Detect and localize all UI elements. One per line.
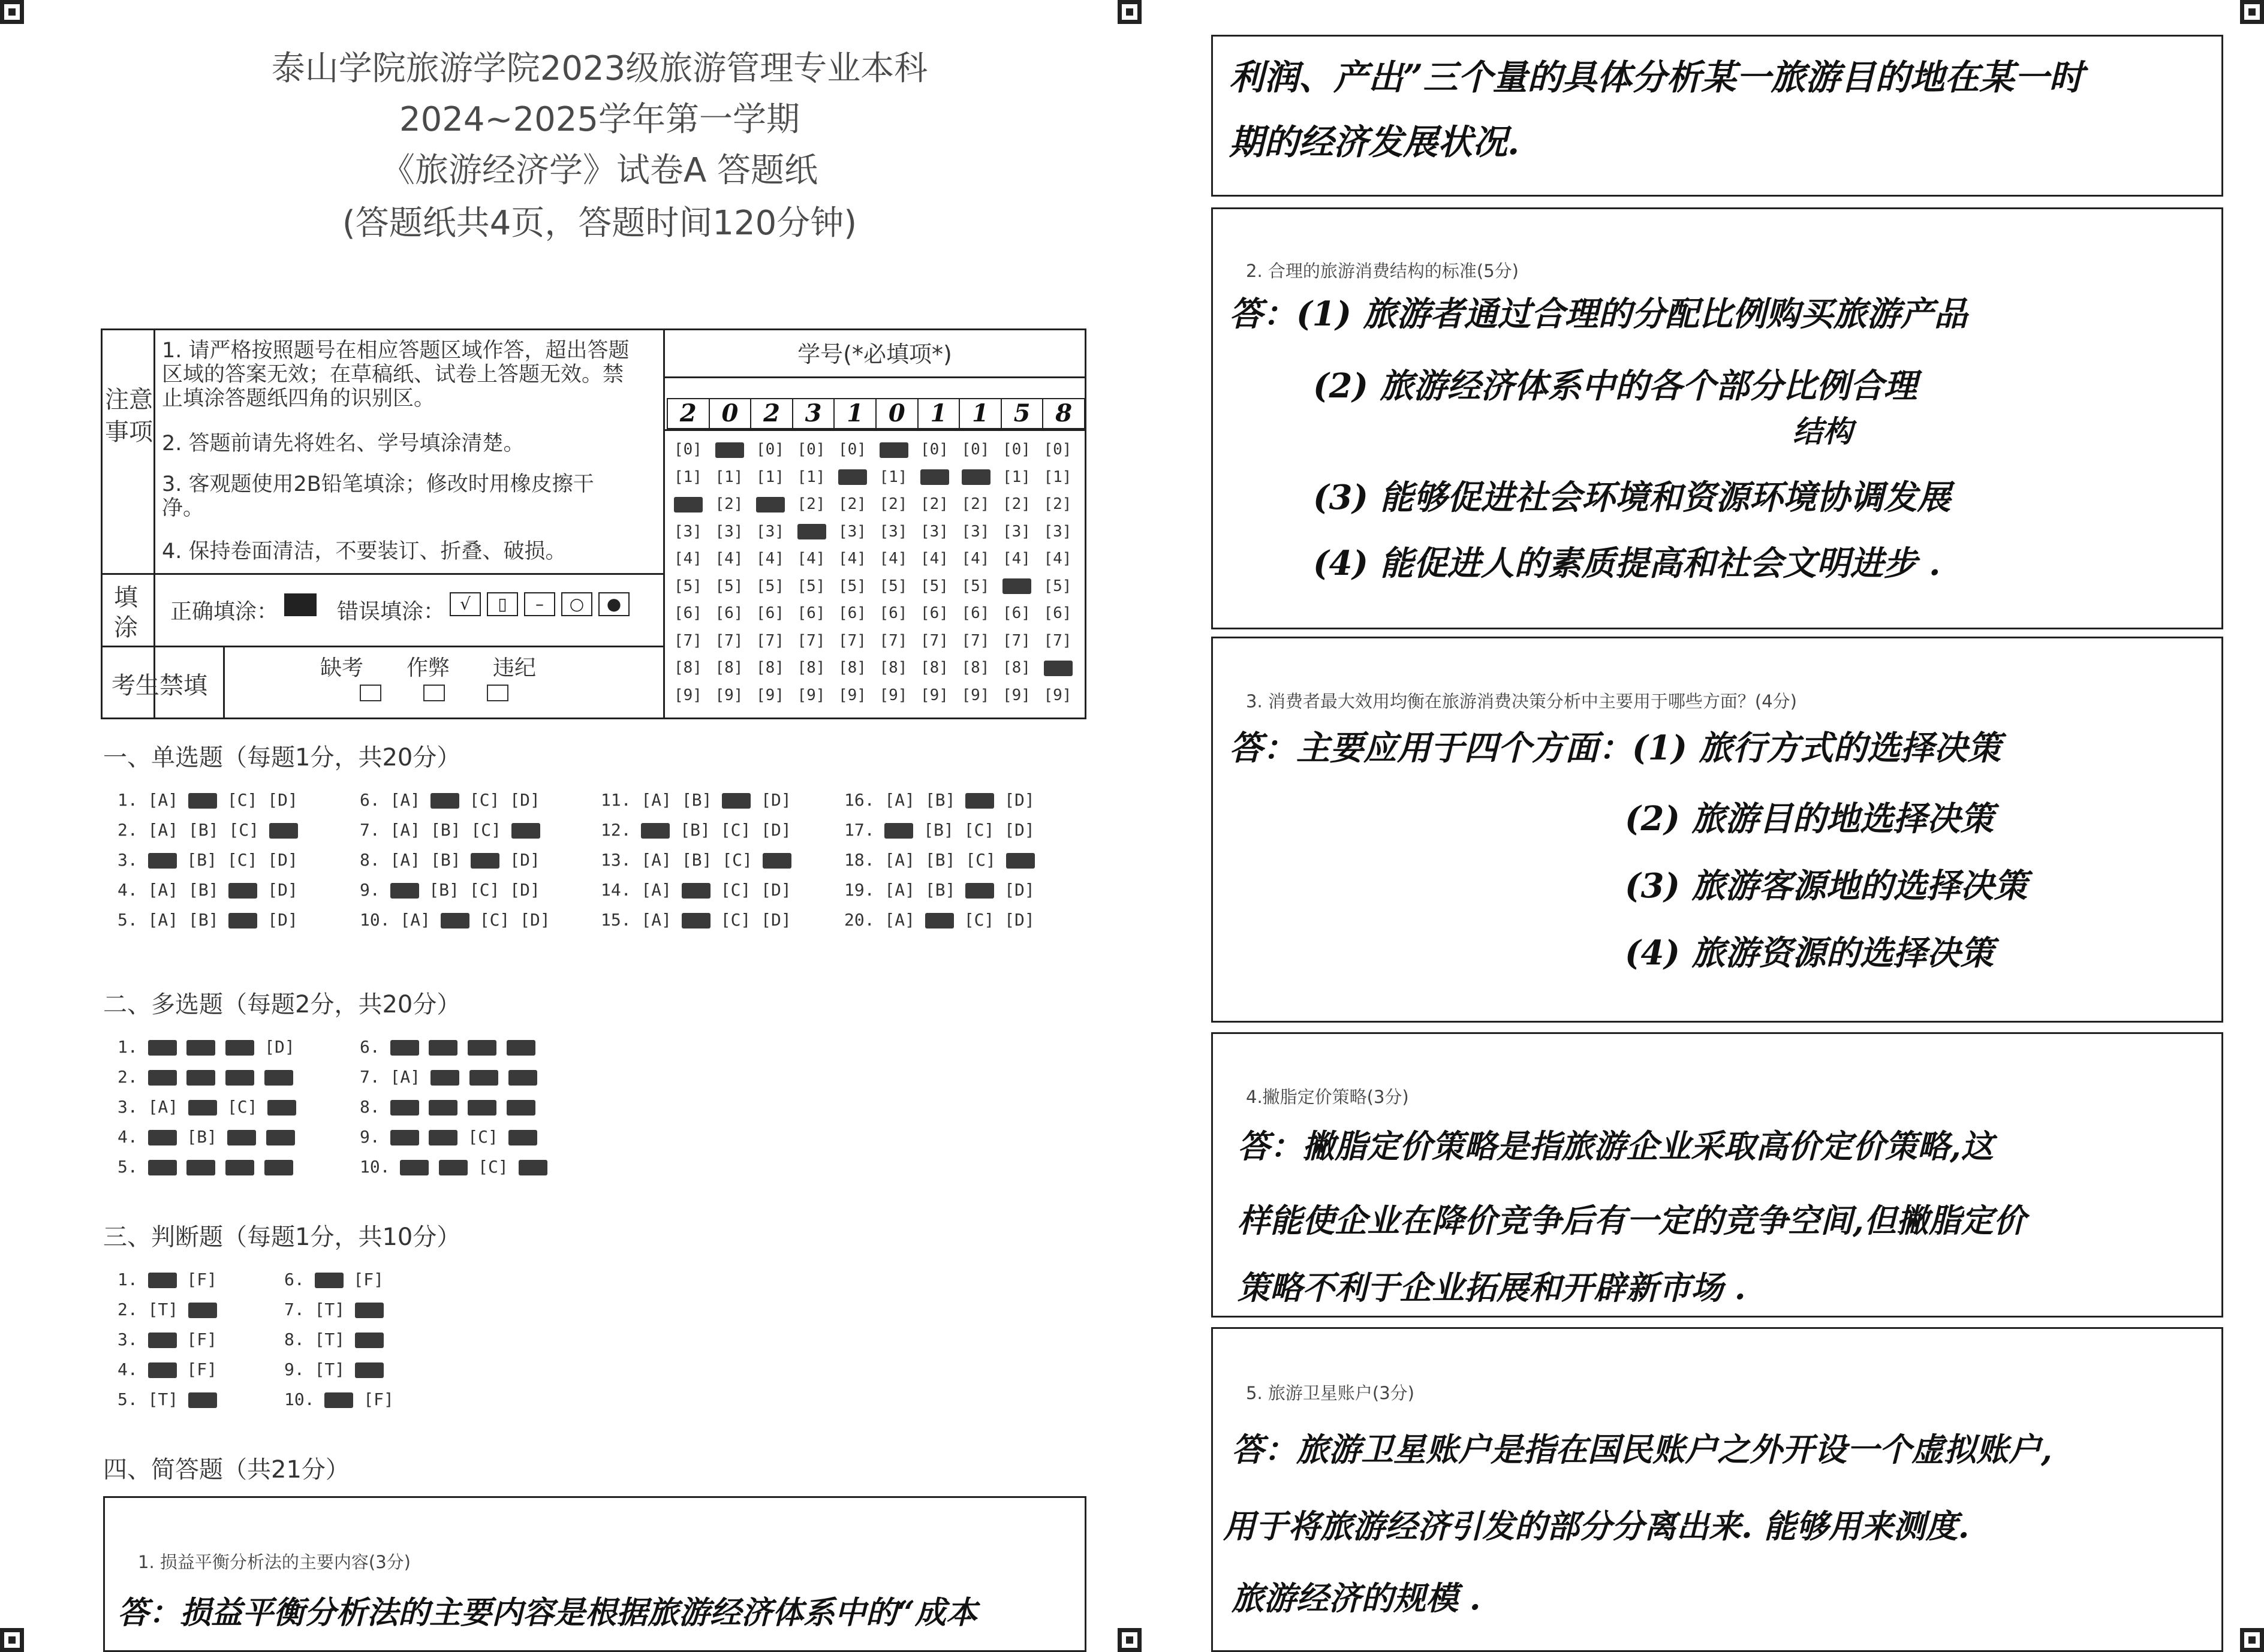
student-id-bubble[interactable]: [0] bbox=[920, 441, 949, 459]
student-id-bubble[interactable]: [8] bbox=[674, 659, 702, 677]
filled-bubble bbox=[225, 1070, 254, 1086]
q1-title: 1. 损益平衡分析法的主要内容(3分) bbox=[138, 1552, 411, 1572]
student-id-bubble[interactable]: [3] bbox=[715, 522, 743, 541]
multi-choice-row[interactable]: 1. [D] bbox=[118, 1037, 295, 1057]
q3-answer-line2: (2) 旅游目的地选择决策 bbox=[1625, 799, 1994, 839]
filled-bubble bbox=[439, 1160, 468, 1175]
single-choice-row[interactable]: 2. [A] [B] [C] bbox=[118, 820, 298, 840]
q5-title: 5. 旅游卫星账户(3分) bbox=[1246, 1383, 1414, 1403]
student-id-bubble[interactable]: [0] bbox=[797, 441, 826, 459]
student-id-bubble[interactable]: [2] bbox=[838, 495, 866, 513]
filled-bubble bbox=[430, 1070, 459, 1086]
filled-bubble bbox=[390, 1130, 419, 1145]
student-id-bubble[interactable]: [4] bbox=[674, 550, 702, 568]
multi-choice-row[interactable]: 2. bbox=[118, 1067, 293, 1087]
multi-choice-row[interactable]: 8. bbox=[360, 1097, 535, 1117]
student-id-bubble[interactable]: [4] bbox=[879, 550, 908, 568]
student-id-bubble[interactable]: [4] bbox=[961, 550, 990, 568]
single-choice-row[interactable]: 18. [A] [B] [C] bbox=[844, 850, 1035, 870]
student-id-bubble[interactable]: [9] bbox=[961, 686, 990, 704]
filled-bubble bbox=[722, 793, 751, 809]
q2-title: 2. 合理的旅游消费结构的标准(5分) bbox=[1246, 261, 1519, 281]
filled-bubble bbox=[228, 883, 257, 899]
single-choice-row[interactable]: 8. [A] [B] [D] bbox=[360, 850, 540, 870]
student-id-bubble[interactable]: [9] bbox=[797, 686, 826, 704]
student-id-bubble[interactable]: [2] bbox=[879, 495, 908, 513]
student-id-bubble[interactable]: [7] bbox=[756, 631, 784, 650]
filled-bubble bbox=[962, 469, 990, 485]
student-id-bubble[interactable]: [5] bbox=[1043, 577, 1072, 595]
corner-marker-bottom-left bbox=[0, 1628, 24, 1652]
student-id-bubble[interactable]: [1] bbox=[797, 468, 826, 486]
q3-answer-line1: 答：主要应用于四个方面：(1) 旅行方式的选择决策 bbox=[1229, 728, 2001, 768]
filled-bubble bbox=[188, 1392, 217, 1408]
single-choice-row[interactable]: 14. [A] [C] [D] bbox=[601, 880, 791, 900]
student-id-bubble[interactable]: [1] bbox=[674, 468, 702, 486]
student-id-bubble[interactable]: [6] bbox=[715, 604, 743, 622]
corner-marker-top-right bbox=[2240, 0, 2264, 24]
true-false-row[interactable]: 10. [F] bbox=[284, 1389, 394, 1409]
student-id-bubble[interactable]: [1] bbox=[1002, 468, 1031, 486]
student-id-bubble[interactable]: [7] bbox=[1002, 631, 1031, 650]
student-id-bubble[interactable]: [8] bbox=[756, 659, 784, 677]
section2-title: 二、多选题（每题2分，共20分） bbox=[103, 991, 461, 1018]
multi-choice-row[interactable]: 7. [A] bbox=[360, 1067, 537, 1087]
student-id-bubble[interactable]: [1] bbox=[1043, 468, 1072, 486]
filled-bubble bbox=[715, 442, 744, 458]
single-choice-row[interactable]: 9. [B] [C] [D] bbox=[360, 880, 540, 900]
student-id-bubble[interactable]: [4] bbox=[1002, 550, 1031, 568]
filled-bubble bbox=[1044, 661, 1073, 676]
q4-title: 4.撇脂定价策略(3分) bbox=[1246, 1087, 1409, 1107]
q1-answer: 答：损益平衡分析法的主要内容是根据旅游经济体系中的“成本 bbox=[118, 1594, 977, 1631]
student-id-bubble[interactable]: [0] bbox=[838, 441, 866, 459]
single-choice-row[interactable]: 7. [A] [B] [C] bbox=[360, 820, 540, 840]
q3-answer-line3: (3) 旅游客源地的选择决策 bbox=[1625, 866, 2028, 906]
filled-bubble bbox=[186, 1160, 215, 1175]
q4-answer-line1: 答：撇脂定价策略是指旅游企业采取高价定价策略,这 bbox=[1238, 1127, 1994, 1165]
student-id-bubble[interactable]: [3] bbox=[920, 522, 949, 541]
single-choice-row[interactable]: 12. [B] [C] [D] bbox=[601, 820, 791, 840]
q2-answer-line2: (2) 旅游经济体系中的各个部分比例合理 bbox=[1313, 366, 1917, 406]
student-id-bubble[interactable]: [7] bbox=[1043, 631, 1072, 650]
filled-bubble bbox=[267, 1100, 296, 1116]
single-choice-row[interactable]: 16. [A] [B] [D] bbox=[844, 790, 1035, 810]
student-id-bubble[interactable]: [6] bbox=[879, 604, 908, 622]
student-id-bubble[interactable]: [6] bbox=[1002, 604, 1031, 622]
student-id-bubble[interactable]: [9] bbox=[715, 686, 743, 704]
student-id-bubble[interactable] bbox=[880, 436, 908, 464]
student-id-bubble[interactable]: [4] bbox=[715, 550, 743, 568]
student-id-column[interactable] bbox=[674, 436, 703, 709]
student-id-column[interactable] bbox=[715, 436, 744, 709]
student-id-bubble[interactable]: [6] bbox=[797, 604, 826, 622]
filled-bubble bbox=[355, 1362, 384, 1378]
filled-bubble bbox=[188, 1303, 217, 1318]
student-id-column[interactable] bbox=[1044, 436, 1073, 709]
student-id-bubble[interactable] bbox=[920, 464, 949, 492]
cheat-checkbox[interactable] bbox=[423, 685, 445, 701]
true-false-row[interactable]: 1. [F] bbox=[118, 1270, 218, 1289]
filled-bubble bbox=[756, 497, 785, 513]
student-id-bubble[interactable]: [3] bbox=[674, 522, 702, 541]
notice-item-1: 1. 请严格按照题号在相应答题区域作答，超出答题区域的答案无效；在草稿纸、试卷上答题无效。禁止填涂答题纸四角的识别区。 bbox=[162, 339, 630, 411]
student-id-bubble[interactable]: [3] bbox=[756, 522, 784, 541]
student-id-bubble[interactable]: [9] bbox=[674, 686, 702, 704]
filled-bubble bbox=[965, 793, 994, 809]
filled-bubble bbox=[920, 469, 949, 485]
student-id-bubble[interactable]: [4] bbox=[838, 550, 866, 568]
q2-answer-line3: (3) 能够促进社会环境和资源环境协调发展 bbox=[1313, 478, 1951, 517]
filled-bubble bbox=[188, 1100, 217, 1116]
single-choice-row[interactable]: 13. [A] [B] [C] bbox=[601, 850, 791, 870]
corner-marker-bottom-center bbox=[1118, 1628, 1142, 1652]
student-id-column[interactable] bbox=[756, 436, 785, 709]
filled-bubble bbox=[511, 823, 540, 839]
student-id-bubble[interactable] bbox=[1002, 573, 1031, 601]
exam-header-line3: 《旅游经济学》试卷A 答题纸 bbox=[381, 151, 818, 190]
filled-bubble bbox=[355, 1333, 384, 1348]
student-id-bubble[interactable]: [1] bbox=[715, 468, 743, 486]
filled-bubble bbox=[225, 1160, 254, 1175]
cheat-label: 作弊 bbox=[407, 656, 450, 680]
student-id-bubble[interactable]: [7] bbox=[715, 631, 743, 650]
multi-choice-row[interactable]: 4. [B] bbox=[118, 1127, 295, 1147]
filled-bubble bbox=[148, 1160, 177, 1175]
section1-title: 一、单选题（每题1分，共20分） bbox=[103, 744, 461, 771]
student-id-bubble[interactable]: [5] bbox=[961, 577, 990, 595]
filled-bubble bbox=[471, 853, 499, 869]
student-id-bubble[interactable]: [4] bbox=[756, 550, 784, 568]
filled-bubble bbox=[148, 1333, 177, 1348]
corner-marker-top-left bbox=[0, 0, 24, 24]
student-id-bubble[interactable]: [5] bbox=[879, 577, 908, 595]
q4-answer-line2: 样能使企业在降价竞争后有一定的竞争空间,但撇脂定价 bbox=[1238, 1201, 2026, 1240]
filled-bubble bbox=[390, 1100, 419, 1116]
filled-bubble bbox=[508, 1070, 537, 1086]
student-id-bubble[interactable]: [6] bbox=[838, 604, 866, 622]
filled-bubble bbox=[264, 1070, 293, 1086]
multi-choice-row[interactable]: 10. [C] bbox=[360, 1157, 547, 1177]
single-choice-row[interactable]: 10. [A] [C] [D] bbox=[360, 910, 550, 930]
notice-item-4: 4. 保持卷面清洁，不要装订、折叠、破损。 bbox=[162, 539, 567, 563]
single-choice-row[interactable]: 15. [A] [C] [D] bbox=[601, 910, 791, 930]
filled-bubble bbox=[430, 793, 459, 809]
student-id-bubble[interactable]: [5] bbox=[674, 577, 702, 595]
filled-bubble bbox=[674, 497, 703, 513]
student-id-bubble[interactable]: [4] bbox=[1043, 550, 1072, 568]
filled-bubble bbox=[227, 1130, 256, 1145]
student-id-bubble[interactable]: [1] bbox=[756, 468, 784, 486]
q3-answer-line4: (4) 旅游资源的选择决策 bbox=[1625, 933, 1994, 973]
q5-answer-line2: 用于将旅游经济引发的部分分离出来. 能够用来测度. bbox=[1223, 1507, 1970, 1545]
student-id-bubble[interactable]: [3] bbox=[1043, 522, 1072, 541]
exam-header-line1: 泰山学院旅游学院2023级旅游管理专业本科 bbox=[271, 49, 928, 88]
student-id-bubble[interactable]: [7] bbox=[674, 631, 702, 650]
true-false-row[interactable]: 3. [F] bbox=[118, 1330, 218, 1349]
student-id-bubble[interactable]: [2] bbox=[961, 495, 990, 513]
student-id-bubble[interactable]: [9] bbox=[838, 686, 866, 704]
section4-title: 四、简答题（共21分） bbox=[103, 1456, 350, 1484]
student-id-bubble[interactable]: [5] bbox=[920, 577, 949, 595]
student-id-bubble[interactable]: [8] bbox=[961, 659, 990, 677]
true-false-row[interactable]: 2. [T] bbox=[118, 1300, 217, 1319]
student-id-bubble[interactable]: [9] bbox=[1002, 686, 1031, 704]
student-id-bubble[interactable]: [6] bbox=[920, 604, 949, 622]
student-id-bubble[interactable]: [8] bbox=[797, 659, 826, 677]
single-choice-row[interactable]: 3. [B] [C] [D] bbox=[118, 850, 298, 870]
student-id-bubble[interactable]: [3] bbox=[961, 522, 990, 541]
single-choice-row[interactable]: 19. [A] [B] [D] bbox=[844, 880, 1035, 900]
student-id-bubble[interactable]: [7] bbox=[961, 631, 990, 650]
student-id-bubble[interactable]: [9] bbox=[1043, 686, 1072, 704]
corner-marker-top-center bbox=[1118, 0, 1142, 24]
single-choice-row[interactable]: 4. [A] [B] [D] bbox=[118, 880, 298, 900]
continuation-line2: 期的经济发展状况. bbox=[1229, 122, 1520, 162]
wrong-fill-label: 错误填涂： bbox=[337, 599, 445, 624]
student-id-bubble[interactable]: [7] bbox=[920, 631, 949, 650]
filled-bubble bbox=[148, 1040, 177, 1056]
true-false-row[interactable]: 8. [T] bbox=[284, 1330, 384, 1349]
filled-bubble bbox=[269, 823, 298, 839]
student-id-bubble[interactable]: [7] bbox=[797, 631, 826, 650]
student-id-bubble[interactable]: [4] bbox=[797, 550, 826, 568]
filled-bubble bbox=[508, 1130, 537, 1145]
student-id-column[interactable] bbox=[880, 436, 908, 709]
absent-label: 缺考 bbox=[320, 656, 364, 680]
true-false-row[interactable]: 4. [F] bbox=[118, 1359, 218, 1379]
student-id-bubble[interactable]: [9] bbox=[879, 686, 908, 704]
q4-answer-line3: 策略不利于企业拓展和开辟新市场 . bbox=[1238, 1268, 1746, 1307]
student-id-bubble[interactable]: [1] bbox=[879, 468, 908, 486]
filled-bubble bbox=[148, 1273, 177, 1288]
filled-bubble bbox=[429, 1130, 457, 1145]
filled-bubble bbox=[266, 1130, 295, 1145]
single-choice-row[interactable]: 20. [A] [C] [D] bbox=[844, 910, 1035, 930]
student-id-column[interactable] bbox=[797, 436, 826, 709]
continuation-line1: 利润、产出”三个量的具体分析某一旅游目的地在某一时 bbox=[1229, 57, 2084, 98]
student-id-bubble[interactable]: [5] bbox=[715, 577, 743, 595]
filled-bubble bbox=[390, 1040, 419, 1056]
notice-item-3: 3. 客观题使用2B铅笔填涂；修改时用橡皮擦干净。 bbox=[162, 472, 594, 520]
filled-bubble bbox=[225, 1040, 254, 1056]
filled-bubble bbox=[148, 1070, 177, 1086]
filled-bubble bbox=[1002, 578, 1031, 594]
q2-answer-line1: 答：(1) 旅游者通过合理的分配比例购买旅游产品 bbox=[1229, 294, 1968, 334]
true-false-row[interactable]: 5. [T] bbox=[118, 1389, 217, 1409]
single-choice-row[interactable]: 11. [A] [B] [D] bbox=[601, 790, 791, 810]
filled-bubble bbox=[441, 913, 469, 929]
filled-bubble bbox=[148, 1362, 177, 1378]
notice-label: 注意事项 bbox=[105, 386, 153, 446]
student-id-bubble[interactable]: [8] bbox=[838, 659, 866, 677]
q5-answer-line3: 旅游经济的规模 . bbox=[1232, 1579, 1481, 1617]
student-id-bubble[interactable]: [3] bbox=[1002, 522, 1031, 541]
single-choice-row[interactable]: 5. [A] [B] [D] bbox=[118, 910, 298, 930]
student-id-column[interactable] bbox=[920, 436, 949, 709]
filled-bubble bbox=[1006, 853, 1035, 869]
student-id-bubble[interactable]: [0] bbox=[674, 441, 702, 459]
student-id-bubble[interactable] bbox=[838, 464, 867, 492]
multi-choice-row[interactable]: 5. bbox=[118, 1157, 293, 1177]
filled-bubble bbox=[429, 1100, 457, 1116]
filled-bubble bbox=[880, 442, 908, 458]
filled-bubble bbox=[148, 853, 177, 869]
filled-bubble bbox=[965, 883, 994, 899]
filled-bubble bbox=[507, 1040, 535, 1056]
correct-fill-label: 正确填涂： bbox=[170, 599, 279, 624]
filled-bubble bbox=[763, 853, 791, 869]
student-id-bubble[interactable]: [0] bbox=[961, 441, 990, 459]
student-id-column[interactable] bbox=[838, 436, 867, 709]
filled-bubble bbox=[188, 793, 217, 809]
multi-choice-row[interactable]: 9. [C] bbox=[360, 1127, 537, 1147]
student-id-bubble[interactable]: [2] bbox=[797, 495, 826, 513]
single-choice-row[interactable]: 1. [A] [C] [D] bbox=[118, 790, 298, 810]
corner-marker-bottom-right bbox=[2240, 1628, 2264, 1652]
q5-answer-line1: 答：旅游卫星账户是指在国民账户之外开设一个虚拟账户, bbox=[1232, 1430, 2052, 1469]
student-id-bubble[interactable]: [5] bbox=[797, 577, 826, 595]
q2-answer-line4: (4) 能促进人的素质提高和社会文明进步 . bbox=[1313, 544, 1941, 583]
student-id-bubble[interactable]: [3] bbox=[879, 522, 908, 541]
student-id-bubble[interactable]: [9] bbox=[920, 686, 949, 704]
violation-checkbox[interactable] bbox=[487, 685, 508, 701]
student-id-handwritten: 2 0 2 3 1 0 1 1 5 8 bbox=[667, 398, 1085, 429]
student-id-bubble[interactable]: [6] bbox=[961, 604, 990, 622]
notice-item-2: 2. 答题前请先将姓名、学号填涂清楚。 bbox=[162, 432, 525, 456]
student-id-column[interactable] bbox=[962, 436, 990, 709]
filled-bubble bbox=[682, 883, 710, 899]
student-id-bubble[interactable]: [2] bbox=[1002, 495, 1031, 513]
student-id-bubble[interactable] bbox=[715, 436, 744, 464]
student-id-bubble[interactable]: [8] bbox=[879, 659, 908, 677]
filled-bubble bbox=[468, 1040, 496, 1056]
filled-bubble bbox=[186, 1040, 215, 1056]
student-id-bubble[interactable]: [0] bbox=[1002, 441, 1031, 459]
multi-choice-row[interactable]: 6. bbox=[360, 1037, 535, 1057]
fill-label: 填涂 bbox=[114, 584, 138, 641]
student-id-bubble[interactable]: [5] bbox=[756, 577, 784, 595]
student-id-bubble[interactable] bbox=[797, 518, 826, 546]
student-id-label: 学号(*必填项*) bbox=[797, 341, 952, 367]
student-id-bubble[interactable]: [7] bbox=[838, 631, 866, 650]
student-id-bubble[interactable]: [8] bbox=[920, 659, 949, 677]
filled-bubble bbox=[400, 1160, 429, 1175]
student-id-bubble[interactable]: [8] bbox=[715, 659, 743, 677]
student-id-bubble[interactable] bbox=[756, 491, 785, 518]
exam-header-line2: 2024~2025学年第一学期 bbox=[399, 100, 800, 139]
filled-bubble bbox=[797, 524, 826, 539]
filled-bubble bbox=[469, 1070, 498, 1086]
student-id-bubble[interactable]: [5] bbox=[838, 577, 866, 595]
student-id-bubble[interactable] bbox=[962, 464, 990, 492]
student-id-bubble[interactable]: [8] bbox=[1002, 659, 1031, 677]
student-id-bubble[interactable]: [6] bbox=[756, 604, 784, 622]
filled-bubble bbox=[148, 1130, 177, 1145]
filled-bubble bbox=[315, 1273, 344, 1288]
student-id-column[interactable] bbox=[1002, 436, 1031, 709]
student-id-bubble[interactable]: [0] bbox=[756, 441, 784, 459]
student-id-bubble[interactable]: [2] bbox=[715, 495, 743, 513]
filled-bubble bbox=[519, 1160, 547, 1175]
student-id-bubble[interactable]: [4] bbox=[920, 550, 949, 568]
student-id-bubble[interactable]: [2] bbox=[1043, 495, 1072, 513]
violation-label: 违纪 bbox=[493, 656, 537, 680]
filled-bubble bbox=[390, 883, 419, 899]
filled-bubble bbox=[641, 823, 670, 839]
filled-bubble bbox=[429, 1040, 457, 1056]
exam-header-line4: (答题纸共4页，答题时间120分钟) bbox=[342, 204, 857, 243]
filled-bubble bbox=[884, 823, 913, 839]
wrong-fill-examples: √ ▯ – ○ ● bbox=[450, 592, 630, 616]
multi-choice-row[interactable]: 3. [A] [C] bbox=[118, 1097, 296, 1117]
true-false-row[interactable]: 9. [T] bbox=[284, 1359, 384, 1379]
student-id-bubble[interactable]: [7] bbox=[879, 631, 908, 650]
q3-title: 3. 消费者最大效用均衡在旅游消费决策分析中主要用于哪些方面？(4分) bbox=[1246, 691, 1797, 712]
filled-bubble bbox=[228, 913, 257, 929]
absent-checkbox[interactable] bbox=[360, 685, 381, 701]
single-choice-row[interactable]: 6. [A] [C] [D] bbox=[360, 790, 540, 810]
student-id-bubble[interactable] bbox=[674, 491, 703, 518]
filled-bubble bbox=[264, 1160, 293, 1175]
filled-bubble bbox=[838, 469, 867, 485]
section3-title: 三、判断题（每题1分，共10分） bbox=[103, 1223, 461, 1251]
single-choice-row[interactable]: 17. [B] [C] [D] bbox=[844, 820, 1035, 840]
student-id-bubble[interactable]: [9] bbox=[756, 686, 784, 704]
student-id-bubble[interactable]: [6] bbox=[1043, 604, 1072, 622]
filled-bubble bbox=[324, 1392, 353, 1408]
student-id-bubble[interactable]: [2] bbox=[920, 495, 949, 513]
student-id-bubble[interactable] bbox=[1044, 655, 1073, 682]
student-id-bubble[interactable]: [3] bbox=[838, 522, 866, 541]
true-false-row[interactable]: 7. [T] bbox=[284, 1300, 384, 1319]
student-id-bubble[interactable]: [0] bbox=[1043, 441, 1072, 459]
filled-bubble bbox=[925, 913, 954, 929]
student-id-bubble[interactable]: [6] bbox=[674, 604, 702, 622]
filled-bubble bbox=[186, 1070, 215, 1086]
correct-fill-example bbox=[284, 593, 317, 616]
q2-answer-insert: 结构 bbox=[1793, 414, 1853, 449]
filled-bubble bbox=[468, 1100, 496, 1116]
forbid-label: 考生禁填 bbox=[112, 672, 207, 700]
filled-bubble bbox=[507, 1100, 535, 1116]
filled-bubble bbox=[682, 913, 710, 929]
filled-bubble bbox=[355, 1303, 384, 1318]
true-false-row[interactable]: 6. [F] bbox=[284, 1270, 384, 1289]
